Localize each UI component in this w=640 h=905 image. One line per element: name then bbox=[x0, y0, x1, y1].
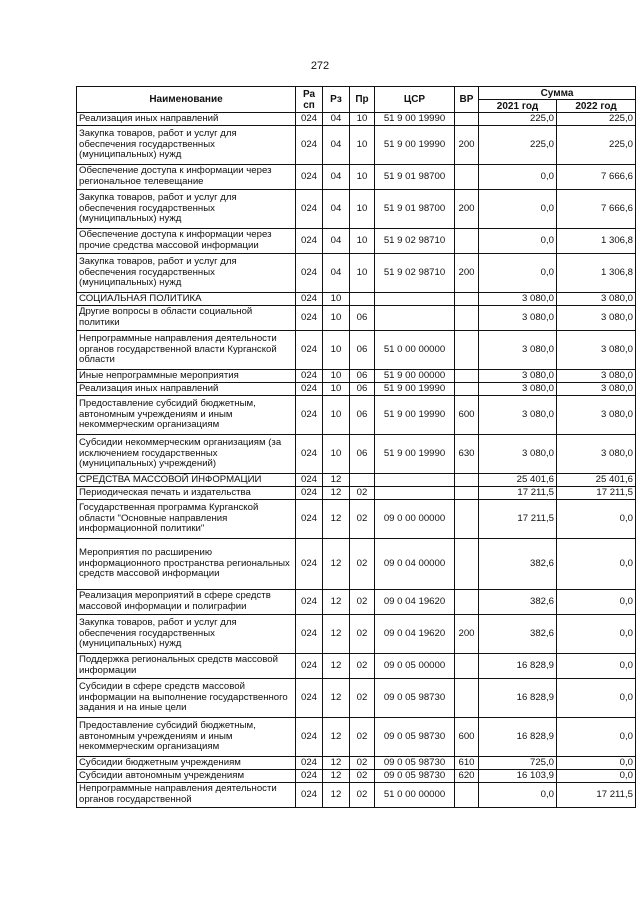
row-pr-cell: 06 bbox=[350, 435, 375, 474]
row-name-cell: Закупка товаров, работ и услуг для обеспечения государственных (муниципальных) нужд bbox=[77, 254, 296, 293]
row-vr-cell bbox=[455, 165, 479, 190]
row-pr-cell bbox=[350, 474, 375, 487]
row-name-cell: Субсидии автономным учреждениям bbox=[77, 770, 296, 783]
row-csr-cell: 51 9 00 19990 bbox=[375, 383, 455, 396]
table-row bbox=[77, 654, 636, 679]
row-name-cell: СОЦИАЛЬНАЯ ПОЛИТИКА bbox=[77, 293, 296, 306]
row-sum-2021-cell: 17 211,5 bbox=[479, 500, 557, 539]
row-rasp-cell: 024 bbox=[296, 435, 323, 474]
row-sum-2022-cell: 3 080,0 bbox=[557, 293, 636, 306]
header-sum: Сумма bbox=[479, 87, 636, 100]
row-sum-2022-cell: 17 211,5 bbox=[557, 487, 636, 500]
table-row bbox=[77, 757, 636, 770]
row-rasp-cell: 024 bbox=[296, 331, 323, 370]
row-sum-2022-cell: 0,0 bbox=[557, 539, 636, 590]
row-vr-cell bbox=[455, 474, 479, 487]
row-sum-2022-cell: 0,0 bbox=[557, 654, 636, 679]
row-name-cell: Государственная программа Курганской области "Основные направления информационной политики" bbox=[77, 500, 296, 539]
row-name-cell: Поддержка региональных средств массовой информации bbox=[77, 654, 296, 679]
row-rasp-cell: 024 bbox=[296, 487, 323, 500]
row-pr-cell: 02 bbox=[350, 500, 375, 539]
row-pr-cell: 10 bbox=[350, 165, 375, 190]
row-csr-cell: 09 0 05 98730 bbox=[375, 718, 455, 757]
row-name-cell: Закупка товаров, работ и услуг для обеспечения государственных (муниципальных) нужд bbox=[77, 126, 296, 165]
row-name-cell: Предоставление субсидий бюджетным, автономным учреждениям и иным некоммерческим организациям bbox=[77, 718, 296, 757]
row-rz-cell: 12 bbox=[323, 487, 350, 500]
row-name-cell: Обеспечение доступа к информации через региональное телевещание bbox=[77, 165, 296, 190]
row-pr-cell: 10 bbox=[350, 254, 375, 293]
row-sum-2022-cell: 17 211,5 bbox=[557, 783, 636, 808]
row-name-cell: Мероприятия по расширению информационного пространства региональных средств массовой информации bbox=[77, 539, 296, 590]
table-row bbox=[77, 396, 636, 435]
row-csr-cell: 09 0 00 00000 bbox=[375, 500, 455, 539]
row-rz-cell: 04 bbox=[323, 190, 350, 229]
row-vr-cell bbox=[455, 679, 479, 718]
row-rz-cell: 04 bbox=[323, 254, 350, 293]
row-sum-2022-cell: 3 080,0 bbox=[557, 435, 636, 474]
table-row bbox=[77, 539, 636, 590]
row-csr-cell: 51 9 01 98700 bbox=[375, 190, 455, 229]
row-vr-cell bbox=[455, 229, 479, 254]
table-row bbox=[77, 435, 636, 474]
table-row bbox=[77, 718, 636, 757]
row-rz-cell: 10 bbox=[323, 383, 350, 396]
row-csr-cell: 09 0 04 00000 bbox=[375, 539, 455, 590]
row-sum-2022-cell: 0,0 bbox=[557, 757, 636, 770]
row-vr-cell bbox=[455, 370, 479, 383]
row-sum-2021-cell: 725,0 bbox=[479, 757, 557, 770]
row-name-cell: Иные непрограммные мероприятия bbox=[77, 370, 296, 383]
row-rasp-cell: 024 bbox=[296, 306, 323, 331]
row-rz-cell: 04 bbox=[323, 126, 350, 165]
row-csr-cell: 09 0 05 98730 bbox=[375, 679, 455, 718]
row-name-cell: Закупка товаров, работ и услуг для обеспечения государственных (муниципальных) нужд bbox=[77, 615, 296, 654]
row-vr-cell bbox=[455, 113, 479, 126]
row-rasp-cell: 024 bbox=[296, 654, 323, 679]
row-rasp-cell: 024 bbox=[296, 254, 323, 293]
row-pr-cell: 06 bbox=[350, 331, 375, 370]
row-vr-cell bbox=[455, 654, 479, 679]
row-csr-cell: 09 0 05 98730 bbox=[375, 757, 455, 770]
row-sum-2021-cell: 16 828,9 bbox=[479, 654, 557, 679]
header-year-2022: 2022 год bbox=[557, 100, 636, 113]
row-vr-cell: 620 bbox=[455, 770, 479, 783]
row-sum-2022-cell: 3 080,0 bbox=[557, 396, 636, 435]
row-vr-cell: 610 bbox=[455, 757, 479, 770]
row-name-cell: Закупка товаров, работ и услуг для обеспечения государственных (муниципальных) нужд bbox=[77, 190, 296, 229]
row-csr-cell bbox=[375, 487, 455, 500]
row-pr-cell: 02 bbox=[350, 757, 375, 770]
row-sum-2022-cell: 0,0 bbox=[557, 500, 636, 539]
row-sum-2021-cell: 0,0 bbox=[479, 254, 557, 293]
row-rasp-cell: 024 bbox=[296, 293, 323, 306]
table-row bbox=[77, 331, 636, 370]
row-sum-2022-cell: 7 666,6 bbox=[557, 165, 636, 190]
row-rz-cell: 12 bbox=[323, 757, 350, 770]
table-row bbox=[77, 113, 636, 126]
table-row bbox=[77, 487, 636, 500]
row-sum-2022-cell: 3 080,0 bbox=[557, 383, 636, 396]
row-sum-2022-cell: 3 080,0 bbox=[557, 306, 636, 331]
table-row bbox=[77, 293, 636, 306]
row-sum-2021-cell: 382,6 bbox=[479, 590, 557, 615]
row-sum-2021-cell: 3 080,0 bbox=[479, 435, 557, 474]
row-rasp-cell: 024 bbox=[296, 113, 323, 126]
row-rz-cell: 04 bbox=[323, 113, 350, 126]
row-csr-cell: 09 0 05 98730 bbox=[375, 770, 455, 783]
table-row bbox=[77, 126, 636, 165]
row-sum-2022-cell: 225,0 bbox=[557, 113, 636, 126]
row-rasp-cell: 024 bbox=[296, 590, 323, 615]
row-pr-cell: 06 bbox=[350, 370, 375, 383]
row-name-cell: Непрограммные направления деятельности органов государственной bbox=[77, 783, 296, 808]
row-rasp-cell: 024 bbox=[296, 383, 323, 396]
table-row bbox=[77, 383, 636, 396]
row-rz-cell: 10 bbox=[323, 293, 350, 306]
row-rasp-cell: 024 bbox=[296, 757, 323, 770]
row-rz-cell: 12 bbox=[323, 474, 350, 487]
row-pr-cell: 02 bbox=[350, 654, 375, 679]
header-pr: Пр bbox=[350, 87, 375, 113]
row-sum-2022-cell: 0,0 bbox=[557, 679, 636, 718]
row-csr-cell bbox=[375, 306, 455, 331]
row-name-cell: Субсидии в сфере средств массовой информации на выполнение государственного задания и на иные цели bbox=[77, 679, 296, 718]
table-body bbox=[77, 113, 636, 808]
row-sum-2021-cell: 382,6 bbox=[479, 539, 557, 590]
row-name-cell: Предоставление субсидий бюджетным, автономным учреждениям и иным некоммерческим организациям bbox=[77, 396, 296, 435]
row-vr-cell: 200 bbox=[455, 615, 479, 654]
row-csr-cell bbox=[375, 474, 455, 487]
row-name-cell: Субсидии бюджетным учреждениям bbox=[77, 757, 296, 770]
row-sum-2022-cell: 0,0 bbox=[557, 615, 636, 654]
header-vr: ВР bbox=[455, 87, 479, 113]
table-row bbox=[77, 190, 636, 229]
row-sum-2021-cell: 3 080,0 bbox=[479, 370, 557, 383]
row-rasp-cell: 024 bbox=[296, 783, 323, 808]
row-sum-2021-cell: 0,0 bbox=[479, 190, 557, 229]
row-sum-2022-cell: 225,0 bbox=[557, 126, 636, 165]
row-rz-cell: 12 bbox=[323, 718, 350, 757]
row-vr-cell: 600 bbox=[455, 396, 479, 435]
row-name-cell: Субсидии некоммерческим организациям (за исключением государственных (муниципальных) учреждений) bbox=[77, 435, 296, 474]
row-sum-2021-cell: 0,0 bbox=[479, 229, 557, 254]
row-csr-cell: 09 0 05 00000 bbox=[375, 654, 455, 679]
row-csr-cell: 51 0 00 00000 bbox=[375, 783, 455, 808]
row-sum-2021-cell: 3 080,0 bbox=[479, 396, 557, 435]
row-rasp-cell: 024 bbox=[296, 539, 323, 590]
row-rasp-cell: 024 bbox=[296, 474, 323, 487]
row-csr-cell: 51 0 00 00000 bbox=[375, 331, 455, 370]
row-rasp-cell: 024 bbox=[296, 615, 323, 654]
row-pr-cell: 10 bbox=[350, 113, 375, 126]
row-sum-2021-cell: 0,0 bbox=[479, 165, 557, 190]
row-rz-cell: 12 bbox=[323, 615, 350, 654]
row-rasp-cell: 024 bbox=[296, 370, 323, 383]
row-rz-cell: 04 bbox=[323, 229, 350, 254]
row-csr-cell: 09 0 04 19620 bbox=[375, 590, 455, 615]
row-vr-cell bbox=[455, 293, 479, 306]
row-name-cell: Другие вопросы в области социальной политики bbox=[77, 306, 296, 331]
row-csr-cell: 51 9 02 98710 bbox=[375, 254, 455, 293]
row-csr-cell: 09 0 04 19620 bbox=[375, 615, 455, 654]
table-row bbox=[77, 770, 636, 783]
row-sum-2022-cell: 0,0 bbox=[557, 770, 636, 783]
row-rz-cell: 04 bbox=[323, 165, 350, 190]
row-sum-2021-cell: 3 080,0 bbox=[479, 306, 557, 331]
row-pr-cell: 02 bbox=[350, 590, 375, 615]
row-rz-cell: 10 bbox=[323, 331, 350, 370]
row-vr-cell bbox=[455, 306, 479, 331]
table-row bbox=[77, 306, 636, 331]
row-rz-cell: 10 bbox=[323, 306, 350, 331]
row-sum-2021-cell: 16 103,9 bbox=[479, 770, 557, 783]
row-rz-cell: 12 bbox=[323, 590, 350, 615]
row-csr-cell: 51 9 00 19990 bbox=[375, 435, 455, 474]
table-row bbox=[77, 165, 636, 190]
row-pr-cell: 06 bbox=[350, 306, 375, 331]
row-vr-cell: 200 bbox=[455, 126, 479, 165]
row-pr-cell: 02 bbox=[350, 615, 375, 654]
row-pr-cell: 02 bbox=[350, 770, 375, 783]
row-name-cell: Периодическая печать и издательства bbox=[77, 487, 296, 500]
row-pr-cell: 02 bbox=[350, 718, 375, 757]
row-name-cell: Реализация мероприятий в сфере средств массовой информации и полиграфии bbox=[77, 590, 296, 615]
row-sum-2021-cell: 3 080,0 bbox=[479, 383, 557, 396]
row-sum-2021-cell: 382,6 bbox=[479, 615, 557, 654]
row-pr-cell: 10 bbox=[350, 126, 375, 165]
row-rz-cell: 12 bbox=[323, 783, 350, 808]
row-rasp-cell: 024 bbox=[296, 126, 323, 165]
row-vr-cell bbox=[455, 331, 479, 370]
row-sum-2021-cell: 25 401,6 bbox=[479, 474, 557, 487]
row-name-cell: СРЕДСТВА МАССОВОЙ ИНФОРМАЦИИ bbox=[77, 474, 296, 487]
row-sum-2022-cell: 3 080,0 bbox=[557, 331, 636, 370]
header-name: Наименование bbox=[77, 87, 296, 113]
row-rz-cell: 10 bbox=[323, 396, 350, 435]
row-pr-cell: 06 bbox=[350, 383, 375, 396]
row-rz-cell: 12 bbox=[323, 770, 350, 783]
row-rz-cell: 12 bbox=[323, 539, 350, 590]
row-sum-2021-cell: 17 211,5 bbox=[479, 487, 557, 500]
row-vr-cell bbox=[455, 383, 479, 396]
table-row bbox=[77, 783, 636, 808]
row-vr-cell: 200 bbox=[455, 254, 479, 293]
row-pr-cell: 10 bbox=[350, 229, 375, 254]
row-vr-cell: 630 bbox=[455, 435, 479, 474]
row-csr-cell: 51 9 00 00000 bbox=[375, 370, 455, 383]
row-rasp-cell: 024 bbox=[296, 770, 323, 783]
table-row bbox=[77, 590, 636, 615]
table-header bbox=[77, 87, 636, 113]
header-year-2021: 2021 год bbox=[479, 100, 557, 113]
row-sum-2021-cell: 16 828,9 bbox=[479, 679, 557, 718]
row-sum-2022-cell: 1 306,8 bbox=[557, 229, 636, 254]
row-rasp-cell: 024 bbox=[296, 396, 323, 435]
row-sum-2022-cell: 1 306,8 bbox=[557, 254, 636, 293]
table-row bbox=[77, 370, 636, 383]
budget-table bbox=[76, 86, 636, 808]
row-rasp-cell: 024 bbox=[296, 190, 323, 229]
row-pr-cell: 02 bbox=[350, 783, 375, 808]
row-csr-cell: 51 9 02 98710 bbox=[375, 229, 455, 254]
row-rz-cell: 10 bbox=[323, 435, 350, 474]
row-sum-2022-cell: 0,0 bbox=[557, 590, 636, 615]
row-sum-2022-cell: 25 401,6 bbox=[557, 474, 636, 487]
row-vr-cell bbox=[455, 500, 479, 539]
row-vr-cell: 600 bbox=[455, 718, 479, 757]
row-pr-cell: 02 bbox=[350, 539, 375, 590]
row-vr-cell bbox=[455, 539, 479, 590]
row-csr-cell bbox=[375, 293, 455, 306]
row-rz-cell: 10 bbox=[323, 370, 350, 383]
row-sum-2021-cell: 3 080,0 bbox=[479, 331, 557, 370]
row-vr-cell bbox=[455, 487, 479, 500]
row-name-cell: Обеспечение доступа к информации через прочие средства массовой информации bbox=[77, 229, 296, 254]
row-rz-cell: 12 bbox=[323, 679, 350, 718]
row-sum-2021-cell: 225,0 bbox=[479, 126, 557, 165]
row-sum-2022-cell: 0,0 bbox=[557, 718, 636, 757]
header-csr: ЦСР bbox=[375, 87, 455, 113]
row-sum-2021-cell: 3 080,0 bbox=[479, 293, 557, 306]
row-pr-cell: 02 bbox=[350, 487, 375, 500]
row-csr-cell: 51 9 01 98700 bbox=[375, 165, 455, 190]
row-name-cell: Реализация иных направлений bbox=[77, 383, 296, 396]
row-rasp-cell: 024 bbox=[296, 500, 323, 539]
row-sum-2022-cell: 3 080,0 bbox=[557, 370, 636, 383]
page-number: 272 bbox=[310, 60, 330, 72]
row-pr-cell bbox=[350, 293, 375, 306]
row-rasp-cell: 024 bbox=[296, 679, 323, 718]
table-row bbox=[77, 254, 636, 293]
table-row bbox=[77, 500, 636, 539]
table-row bbox=[77, 474, 636, 487]
row-csr-cell: 51 9 00 19990 bbox=[375, 113, 455, 126]
row-csr-cell: 51 9 00 19990 bbox=[375, 396, 455, 435]
row-pr-cell: 06 bbox=[350, 396, 375, 435]
row-name-cell: Непрограммные направления деятельности органов государственной власти Курганской области bbox=[77, 331, 296, 370]
table-row bbox=[77, 679, 636, 718]
table-row bbox=[77, 229, 636, 254]
row-sum-2022-cell: 7 666,6 bbox=[557, 190, 636, 229]
row-csr-cell: 51 9 00 19990 bbox=[375, 126, 455, 165]
row-sum-2021-cell: 16 828,9 bbox=[479, 718, 557, 757]
row-sum-2021-cell: 0,0 bbox=[479, 783, 557, 808]
header-rz: Рз bbox=[323, 87, 350, 113]
table-row bbox=[77, 615, 636, 654]
row-sum-2021-cell: 225,0 bbox=[479, 113, 557, 126]
row-vr-cell: 200 bbox=[455, 190, 479, 229]
row-rasp-cell: 024 bbox=[296, 165, 323, 190]
row-rz-cell: 12 bbox=[323, 500, 350, 539]
row-vr-cell bbox=[455, 590, 479, 615]
row-rasp-cell: 024 bbox=[296, 229, 323, 254]
row-rz-cell: 12 bbox=[323, 654, 350, 679]
row-pr-cell: 10 bbox=[350, 190, 375, 229]
row-name-cell: Реализация иных направлений bbox=[77, 113, 296, 126]
header-rasp: Ра сп bbox=[296, 87, 323, 113]
row-vr-cell bbox=[455, 783, 479, 808]
row-rasp-cell: 024 bbox=[296, 718, 323, 757]
row-pr-cell: 02 bbox=[350, 679, 375, 718]
